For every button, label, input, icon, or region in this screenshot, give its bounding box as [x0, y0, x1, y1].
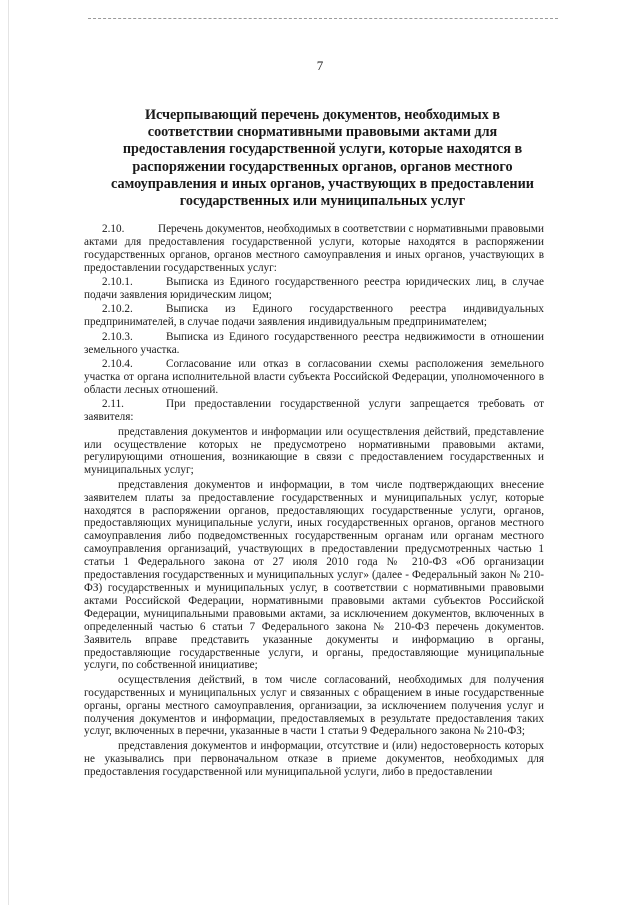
document-body: [84, 223, 544, 780]
paragraph-2-10-2: [84, 303, 544, 329]
paragraph-number: 2.10.3.: [102, 330, 133, 343]
paragraph-2-10-3: [84, 331, 544, 357]
paragraph-text: Выписка из Единого государственного реестра юридических лиц, в случае подачи заявления юридическим лицом;: [84, 276, 544, 302]
paragraph-2-10-1: [84, 276, 544, 302]
paragraph-requirement-1: представления документов и информации или осуществления действий, представление или осуществление которых не предусмотрено нормативными правовыми актами, регулирующими отношения, возникающие в связи с предоставлением государственных и муниципальных услуг;: [84, 425, 544, 477]
paragraph-2-10: [84, 223, 544, 275]
top-rule: [88, 18, 558, 19]
paragraph-number: 2.11.: [102, 398, 124, 411]
section-heading: Исчерпывающий перечень документов, необходимых в соответствии снормативными правовыми актами для предоставления государственной услуги, которые находятся в распоряжении государственных органов, органов местного самоуправления и иных органов, участвующих в предоставлении государственных или муниципальных услуг: [111, 107, 534, 210]
paragraph-text: Перечень документов, необходимых в соответствии с нормативными правовыми актами для предоставления государственной услуги, которые находятся в распоряжении государственных органов, органов местного самоуправления и иных органов, участвующих в предоставлении государственных услуг:: [84, 223, 544, 274]
paragraph-requirement-2: представления документов и информации, в том числе подтверждающих внесение заявителем платы за предоставление государственных и муниципальных услуг, которые находятся в распоряжении органов, предоставляющих государственные услуги, органов, предоставляющих муниципальные услуги, иных государственных органов, органов местного самоуправления либо подведомственных государственным органам или органам местного самоуправления организаций, участвующих в предоставлении предусмотренных частью 1 статьи 1 Федерального закона от 27 июля 2010 года № 210-ФЗ «Об организации предоставления государственных и муниципальных услуг» (далее - Федеральный закон № 210-ФЗ) государственных и муниципальных услуг, в соответствии с нормативными правовыми актами Российской Федерации, нормативными правовыми актами субъектов Российской Федерации, муниципальными правовыми актами, за исключением документов, включенных в определенный частью 6 статьи 7 Федерального закона № 210-ФЗ перечень документов. Заявитель вправе представить указанные документы и информацию в органы, предоставляющие государственные услуги, и органы, предоставляющие муниципальные услуги, по собственной инициативе;: [84, 478, 544, 672]
paragraph-requirement-3: осуществления действий, в том числе согласований, необходимых для получения государственных и муниципальных услуг и связанных с обращением в иные государственные органы, органы местного самоуправления, организации, за исключением получения услуг и получения документов и информации, предоставляемых в результате предоставления таких услуг, включенных в перечни, указанные в части 1 статьи 9 Федерального закона № 210-ФЗ;: [84, 673, 544, 738]
scan-edge: [8, 0, 9, 905]
paragraph-text: При предоставлении государственной услуги запрещается требовать от заявителя:: [84, 398, 544, 424]
paragraph-requirement-4: представления документов и информации, отсутствие и (или) недостоверность которых не указывались при первоначальном отказе в приеме документов, необходимых для предоставления государственной или муниципальной услуги, либо в предоставлении: [84, 739, 544, 778]
paragraph-number: 2.10.: [102, 223, 125, 235]
paragraph-number: 2.10.1.: [102, 276, 133, 289]
paragraph-number: 2.10.4.: [102, 358, 133, 371]
paragraph-number: 2.10.2.: [102, 303, 133, 316]
paragraph-2-10-4: [84, 358, 544, 397]
page-number: 7: [316, 58, 324, 73]
paragraph-2-11: [84, 398, 544, 424]
paragraph-text: Согласование или отказ в согласовании схемы расположения земельного участка от органа исполнительной власти субъекта Российской Федерации, уполномоченного в области лесных отношений.: [84, 358, 544, 396]
paragraph-text: Выписка из Единого государственного реестра недвижимости в отношении земельного участка.: [84, 330, 544, 356]
paragraph-text: Выписка из Единого государственного реестра индивидуальных предпринимателей, в случае подачи заявления индивидуальным предпринимателем;: [84, 303, 544, 329]
